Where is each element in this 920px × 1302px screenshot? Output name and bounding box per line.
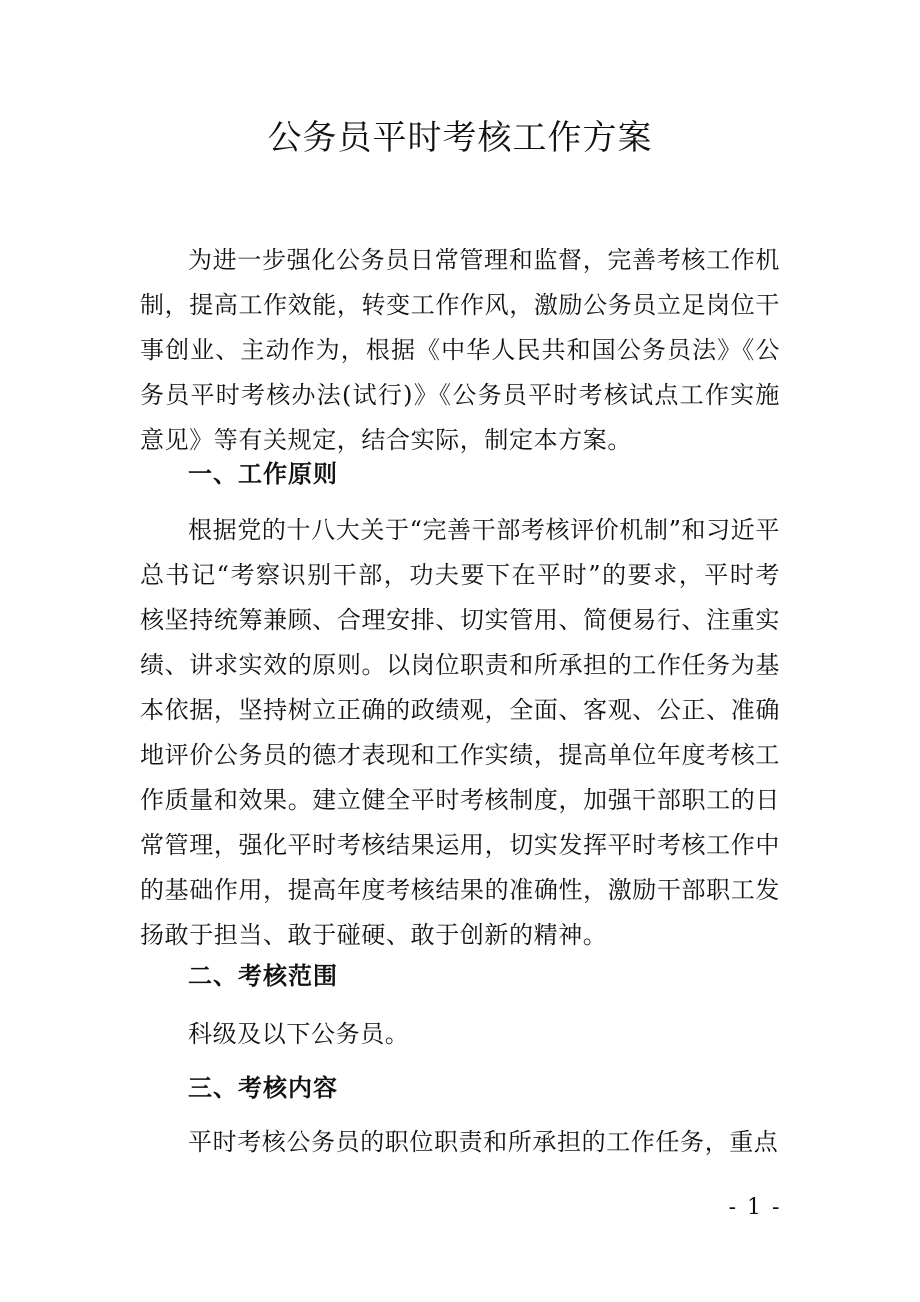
intro-paragraph: 为进一步强化公务员日常管理和监督，完善考核工作机制，提高工作效能，转变工作作风，激励公务员立足岗位干事创业、主动作为，根据《中华人民共和国公务员法》《公务员平时考核办法(试行)》《公务员平时考核试点工作实施意见》等有关规定，结合实际，制定本方案。 [140,246,780,454]
section-heading-principles: 一、工作原则 [188,460,338,488]
principles-paragraph: 根据党的十八大关于“完善干部考核评价机制”和习近平总书记“考察识别干部，功夫要下在平时”的要求，平时考核坚持统筹兼顾、合理安排、切实管用、简便易行、注重实绩、讲求实效的原则。以岗位职责和所承担的工作任务为基本依据，坚持树立正确的政绩观，全面、客观、公正、准确地评价公务员的德才表现和工作实绩，提高单位年度考核工作质量和效果。建立健全平时考核制度，加强干部职工的日常管理，强化平时考核结果运用，切实发挥平时考核工作中的基础作用，提高年度考核结果的准确性，激励干部职工发扬敢于担当、敢于碰硬、敢于创新的精神。 [140,516,780,949]
content-paragraph: 平时考核公务员的职位职责和所承担的工作任务，重点 [188,1128,779,1156]
document-title: 公务员平时考核工作方案 [267,118,653,158]
section-heading-scope: 二、考核范围 [188,962,338,990]
scope-paragraph: 科级及以下公务员。 [188,1020,410,1048]
section-heading-content: 三、考核内容 [188,1074,338,1102]
page-number: - 1 - [728,1195,782,1220]
